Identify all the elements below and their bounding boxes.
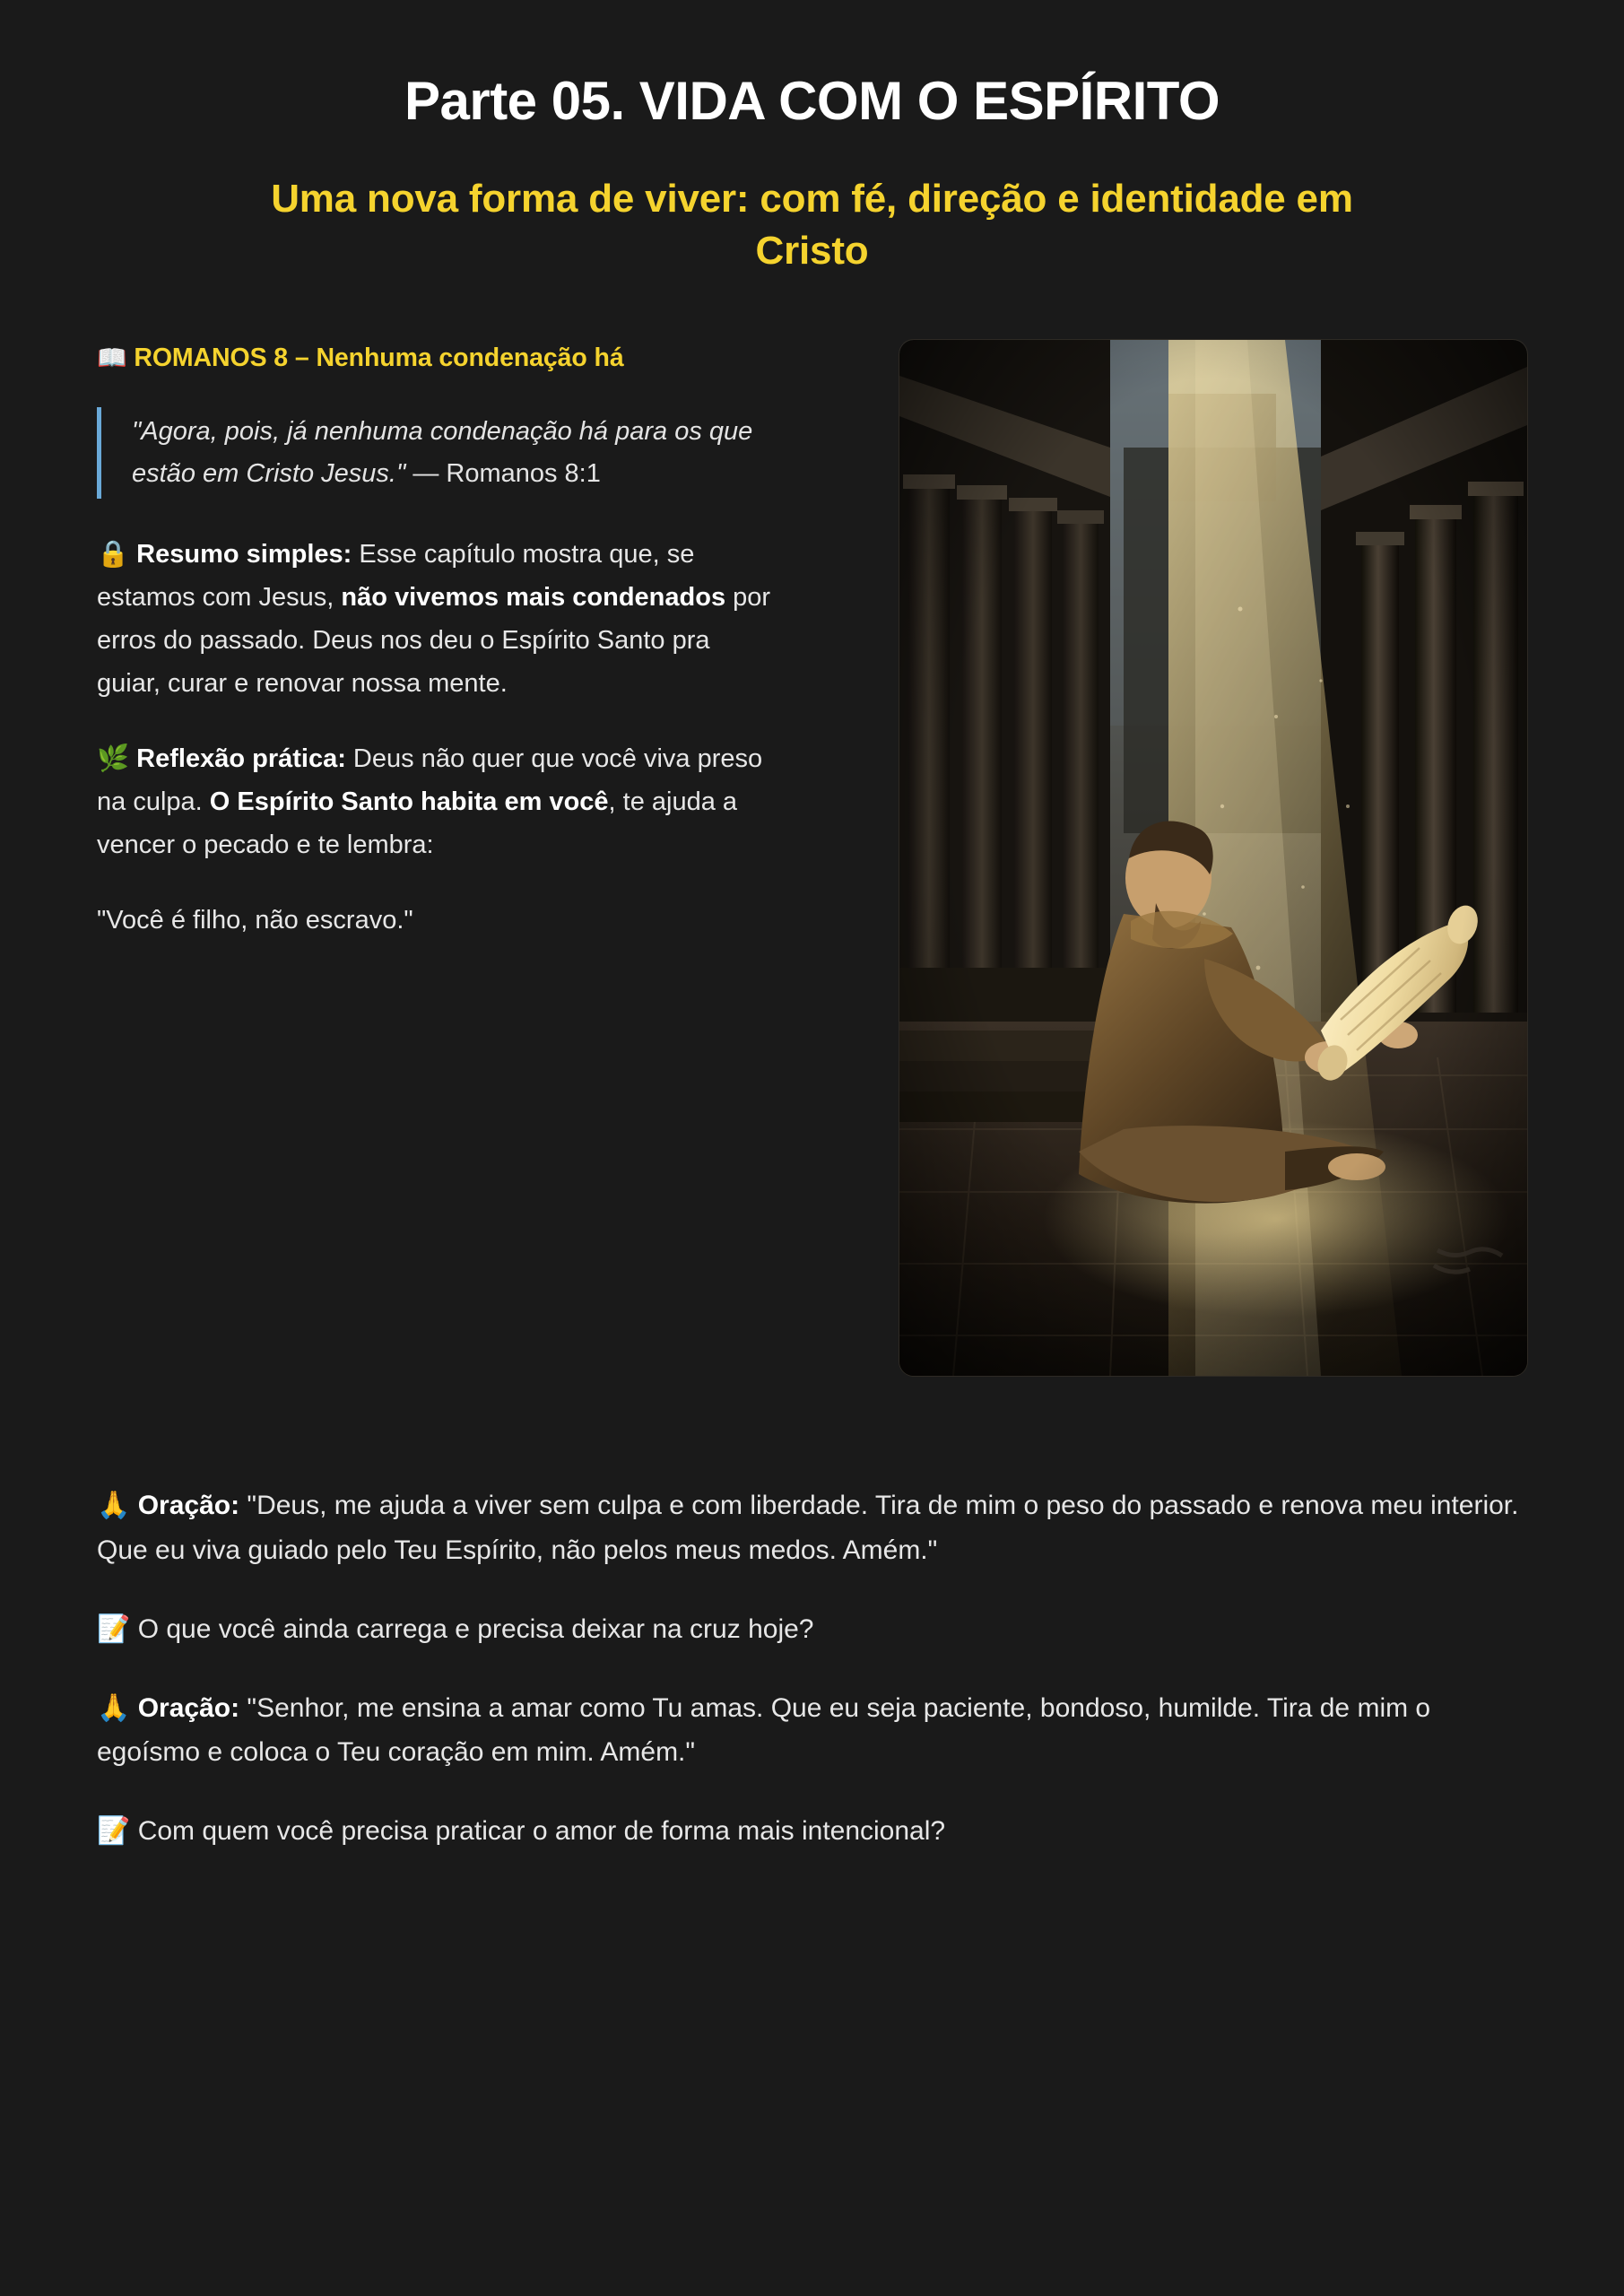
reflection-text-2: , te ajuda a vencer o pecado e te lembra: (97, 787, 738, 860)
memo-icon: 📝 (97, 1816, 131, 1847)
summary-text-2: por erros do passado. Deus nos deu o Espírito Santo pra guiar, curar e renovar nossa mente. (97, 582, 771, 698)
question-paragraph-2 (97, 1809, 1527, 1854)
summary-text-1: Esse capítulo mostra que, se estamos com Jesus, (97, 539, 695, 612)
question-text-1: O que você ainda carrega e precisa deixar na cruz hoje? (130, 1613, 814, 1644)
summary-label: Resumo simples: (136, 539, 352, 569)
text-column (97, 340, 778, 942)
reflection-paragraph (97, 737, 778, 866)
page-subtitle: Uma nova forma de viver: com fé, direção e identidade em Cristo (271, 177, 1353, 274)
prayer-label-1: Oração: (137, 1491, 240, 1521)
summary-paragraph (97, 533, 778, 706)
summary-bold-1: não vivemos mais condenados (341, 582, 726, 612)
illustration-column (821, 340, 1527, 1376)
open-book-icon: 📖 (97, 344, 127, 372)
prayer-paragraph-1 (97, 1483, 1527, 1573)
scripture-section-heading (97, 340, 778, 376)
scripture-quote-reference: — Romanos 8:1 (413, 458, 601, 488)
memo-icon: 📝 (97, 1613, 131, 1644)
prayer-text-1: "Deus, me ajuda a viver sem culpa e com liberdade. Tira de mim o peso do passado e renova meu interior. Que eu viva guiado pelo Teu Espírito, não pelos meus medos. Amém." (97, 1491, 1519, 1565)
praying-hands-icon: 🙏 (97, 1692, 131, 1723)
page-title: Parte 05. VIDA COM O ESPÍRITO (404, 71, 1220, 131)
scripture-section-heading-label: ROMANOS 8 – Nenhuma condenação há (134, 344, 624, 373)
reflection-label: Reflexão prática: (136, 744, 346, 774)
reflection-bold-1: O Espírito Santo habita em você (209, 787, 609, 817)
scripture-quote (97, 407, 778, 499)
question-paragraph-1 (97, 1607, 1527, 1652)
content-columns (0, 340, 1624, 1376)
herb-icon: 🌿 (97, 744, 130, 774)
lock-icon: 🔒 (97, 539, 130, 569)
prayer-paragraph-2 (97, 1686, 1527, 1776)
illustration-image (899, 340, 1527, 1376)
prayers-section (0, 1483, 1624, 1854)
scripture-quote-verse: "Agora, pois, já nenhuma condenação há para os que estão em Cristo Jesus." (132, 416, 753, 488)
reflection-text-1: Deus não quer que você viva preso na culpa. (97, 744, 763, 817)
praying-hands-icon: 🙏 (97, 1491, 131, 1521)
question-text-2: Com quem você precisa praticar o amor de forma mais intencional? (130, 1816, 946, 1847)
prayer-text-2: "Senhor, me ensina a amar como Tu amas. Que eu seja paciente, bondoso, humilde. Tira de mim o egoísmo e coloca o Teu coração em mim. Amém." (97, 1692, 1431, 1768)
prayer-label-2: Oração: (137, 1692, 240, 1723)
closing-line: "Você é filho, não escravo." (97, 906, 413, 935)
